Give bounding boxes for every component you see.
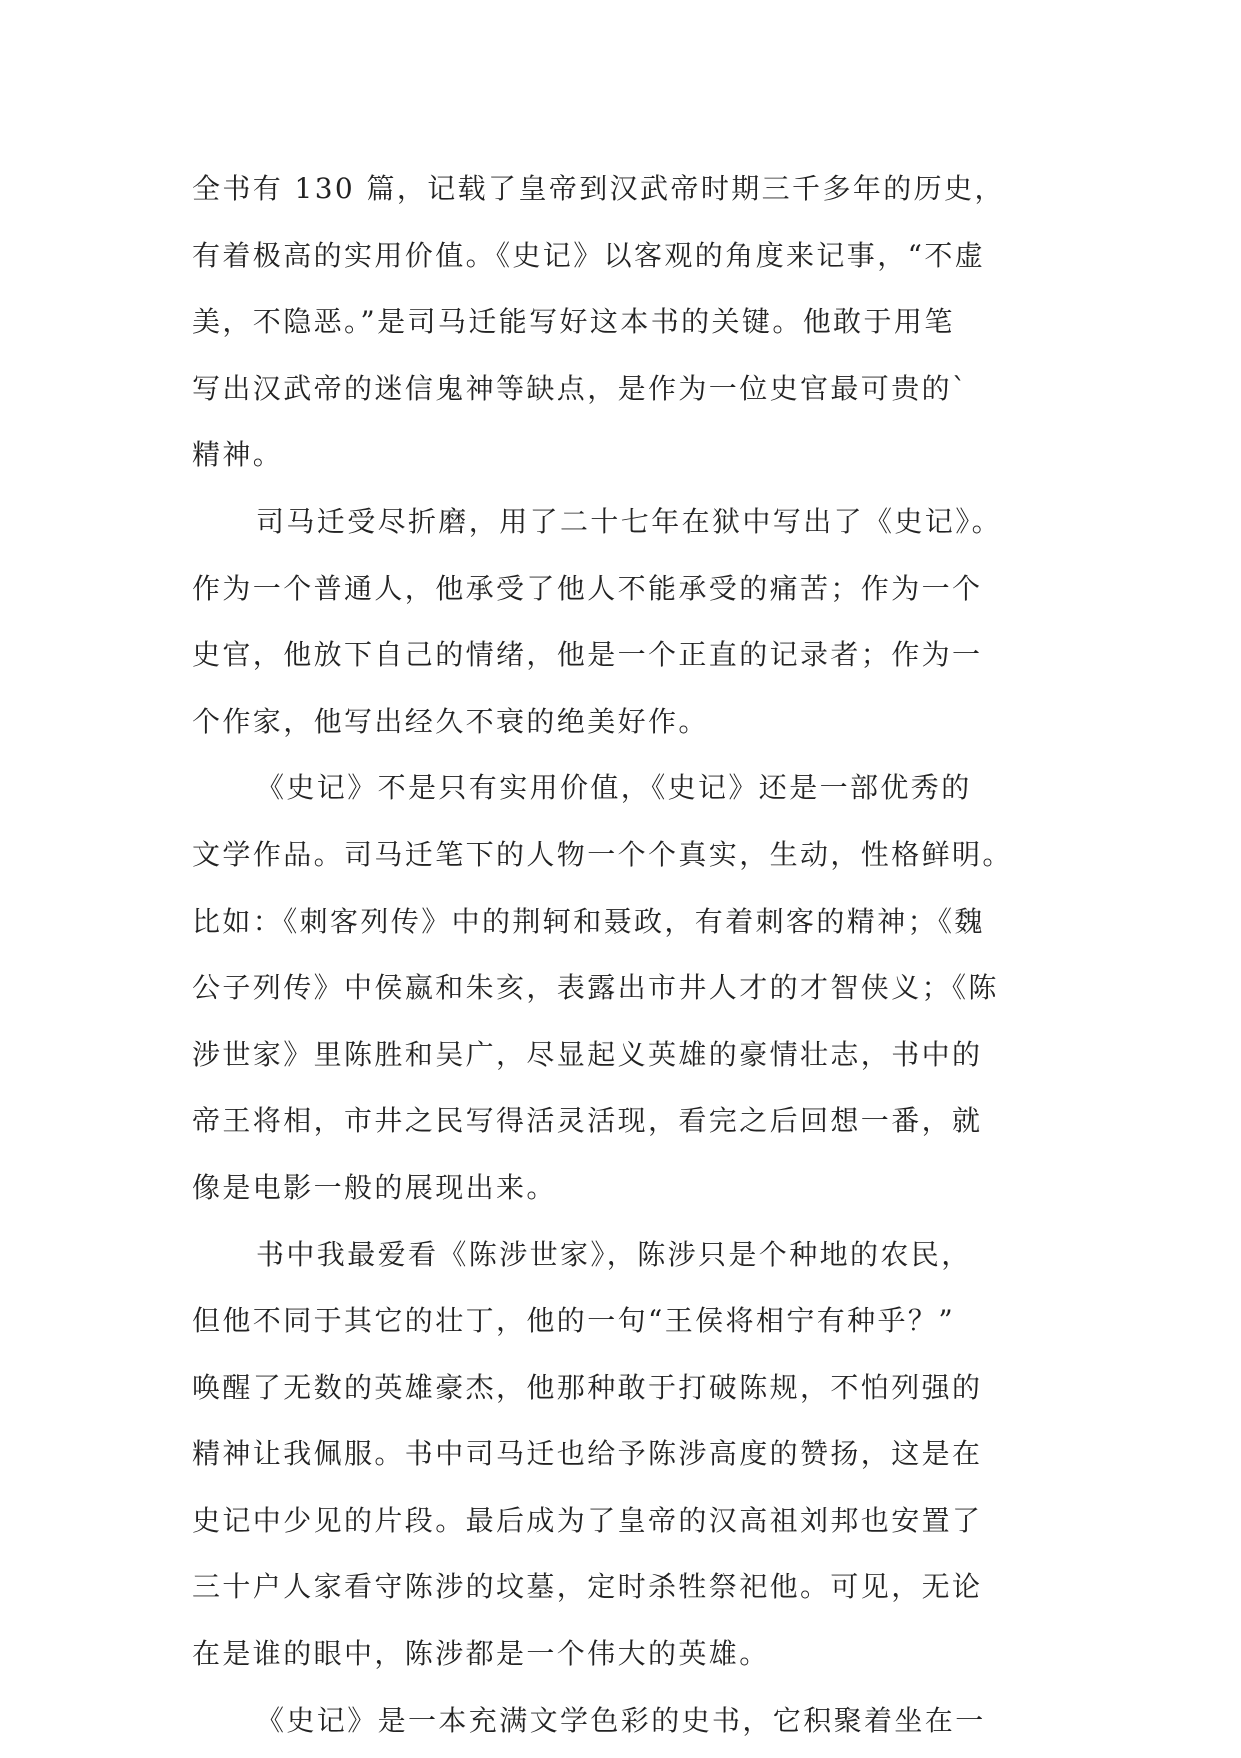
text-line: 史官，他放下自己的情绪，他是一个正直的记录者；作为一	[192, 638, 983, 672]
text-line: 但他不同于其它的壮丁，他的一句“王侯将相宁有种乎？”	[192, 1304, 956, 1338]
text-line: 美，不隐恶。”是司马迁能写好这本书的关键。他敢于用笔	[192, 305, 955, 339]
paragraph-first-line: 司马迁受尽折磨，用了二十七年在狱中写出了《史记》。	[256, 504, 1003, 538]
text-line: 唤醒了无数的英雄豪杰，他那种敢于打破陈规，不怕列强的	[192, 1370, 983, 1404]
text-line: 作为一个普通人，他承受了他人不能承受的痛苦；作为一个	[192, 571, 983, 605]
text-line: 史记中少见的片段。最后成为了皇帝的汉高祖刘邦也安置了	[192, 1503, 983, 1537]
text-line: 涉世家》里陈胜和吴广，尽显起义英雄的豪情壮志，书中的	[192, 1037, 983, 1071]
text-line: 帝王将相，市井之民写得活灵活现，看完之后回想一番，就	[192, 1104, 983, 1138]
text-line: 比如：《刺客列传》中的荆轲和聂政，有着刺客的精神；《魏	[192, 904, 985, 938]
text-line: 三十户人家看守陈涉的坟墓，定时杀牲祭祀他。可见，无论	[192, 1570, 983, 1604]
text-line: 全书有 130 篇，记载了皇帝到汉武帝时期三千多年的历史，	[192, 172, 1005, 205]
text-line: 精神让我佩服。书中司马迁也给予陈涉高度的赞扬，这是在	[192, 1437, 983, 1471]
essay-text	[192, 160, 1060, 1758]
text-line: 文学作品。司马迁笔下的人物一个个真实，生动，性格鲜明。	[192, 837, 1013, 871]
text-line: 像是电影一般的展现出来。	[192, 1170, 557, 1204]
text-line: 写出汉武帝的迷信鬼神等缺点，是作为一位史官最可贵的`	[192, 371, 969, 405]
paragraph-first-line: 书中我最爱看《陈涉世家》，陈涉只是个种地的农民，	[256, 1237, 972, 1271]
paragraph-first-line: 《史记》不是只有实用价值，《史记》还是一部优秀的	[256, 771, 972, 805]
text-line: 个作家，他写出经久不衰的绝美好作。	[192, 704, 709, 738]
text-line: 精神。	[192, 438, 284, 472]
text-line: 在是谁的眼中，陈涉都是一个伟大的英雄。	[192, 1637, 770, 1671]
text-line: 有着极高的实用价值。《史记》以客观的角度来记事，“不虚	[192, 238, 986, 272]
paragraph-first-line: 《史记》是一本充满文学色彩的史书，它积聚着坐在一	[256, 1703, 986, 1737]
text-line: 公子列传》中侯嬴和朱亥，表露出市井人才的才智侠义；《陈	[192, 971, 999, 1005]
